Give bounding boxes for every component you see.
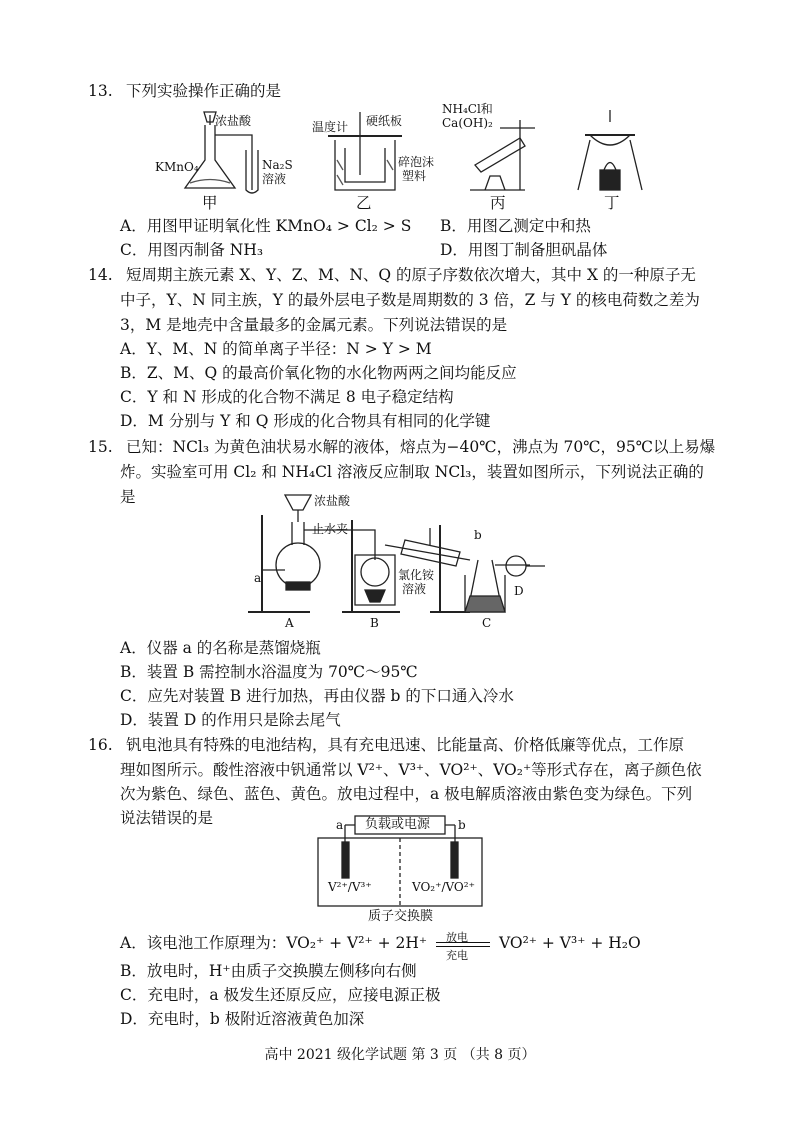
fig-name-yi: 乙 (356, 194, 372, 212)
page-footer: 高中 2021 级化学试题 第 3 页 （共 8 页） (264, 1047, 536, 1063)
q13-option-a: A．用图甲证明氧化性 KMnO₄ > Cl₂ > S (120, 217, 412, 235)
q15-option-a: A．仪器 a 的名称是蒸馏烧瓶 (120, 639, 321, 657)
label-na2s-solution: 溶液 (262, 172, 287, 186)
label-left-couple: V²⁺/V³⁺ (328, 880, 372, 894)
label-15-A: A (285, 616, 294, 630)
label-hcl: 浓盐酸 (215, 114, 252, 128)
label-15-b: b (474, 528, 482, 542)
q15-stem-2: 炸。实验室可用 Cl₂ 和 NH₄Cl 溶液反应制取 NCl₃，装置如图所示，下列说法正确的 (120, 463, 704, 481)
q14-option-b: B．Z、M、Q 的最高价氧化物的水化物两两之间均能反应 (120, 364, 517, 382)
q13-option-b: B．用图乙测定中和热 (440, 217, 591, 235)
label-15-clamp: 止水夹 (312, 522, 349, 536)
q16-option-b: B．放电时，H⁺由质子交换膜左侧移向右侧 (120, 962, 417, 980)
cell-box (318, 838, 482, 906)
q16-stem-3: 次为紫色、绿色、蓝色、黄色。放电过程中，a 极电解质溶液由紫色变为绿色。下列 (120, 785, 693, 803)
apparatus-d (495, 556, 545, 576)
equilibrium-arrow (432, 931, 494, 962)
q15-option-d: D．装置 D 的作用只是除去尾气 (120, 711, 341, 729)
fig-bing (470, 120, 535, 190)
q14-option-c: C．Y 和 N 形成的化合物不满足 8 电子稳定结构 (120, 388, 454, 406)
label-load: 负载或电源 (365, 817, 431, 832)
fig-name-jia: 甲 (202, 194, 218, 212)
q15-stem-1: 15. 已知：NCl₃ 为黄色油状易水解的液体，熔点为−40℃，沸点为 70℃，95℃以上易爆 (88, 438, 716, 456)
label-nh4cl: NH₄Cl和 (442, 102, 493, 116)
q16-stem-4: 说法错误的是 (120, 809, 214, 827)
q13-option-d: D．用图丁制备胆矾晶体 (440, 241, 608, 259)
q15-stem-3: 是 (120, 488, 136, 506)
label-membrane: 质子交换膜 (368, 909, 434, 924)
label-cardboard: 硬纸板 (366, 114, 403, 128)
arrow-discharge-label: 放电 (446, 931, 468, 944)
label-foam: 碎泡沫 (398, 155, 435, 169)
q14-stem-3: 3，M 是地壳中含量最多的金属元素。下列说法错误的是 (120, 316, 508, 334)
q14-option-d: D．M 分别与 Y 和 Q 形成的化合物具有相同的化学键 (120, 412, 491, 430)
label-16-b: b (458, 818, 466, 832)
q16-stem-1: 16. 钒电池具有特殊的电池结构，具有充电迅速、比能量高、价格低廉等优点，工作原 (88, 736, 685, 754)
q13-stem: 13. 下列实验操作正确的是 (88, 82, 282, 100)
label-caoh2: Ca(OH)₂ (442, 116, 493, 130)
label-15-nh4cl: 氯化铵 (398, 568, 435, 582)
apparatus-b (342, 520, 400, 612)
label-15-B: B (370, 616, 379, 630)
q14-option-a: A．Y、M、N 的简单离子半径：N > Y > M (120, 340, 432, 358)
apparatus-a (248, 495, 375, 612)
label-kmno4: KMnO₄ (155, 160, 199, 174)
label-15-C: C (482, 616, 492, 630)
fig-name-bing: 丙 (490, 194, 506, 212)
label-16-a: a (336, 818, 344, 832)
q14-stem-1: 14. 短周期主族元素 X、Y、Z、M、N、Q 的原子序数依次增大，其中 X 的一种原子无 (88, 266, 696, 284)
q15-option-b: B．装置 B 需控制水浴温度为 70℃～95℃ (120, 663, 418, 681)
q14-stem-2: 中子，Y、N 同主族，Y 的最外层电子数是周期数的 3 倍，Z 与 Y 的核电荷数之差为 (120, 291, 700, 309)
label-15-hcl: 浓盐酸 (314, 494, 351, 508)
label-na2s: Na₂S (262, 158, 293, 172)
electrode-a (342, 842, 349, 878)
label-thermometer: 温度计 (312, 120, 349, 134)
label-plastic: 塑料 (402, 169, 427, 183)
fig-ding (578, 110, 642, 190)
q16-option-a: A．该电池工作原理为：VO₂⁺ + V²⁺ + 2H⁺ 放电 充电 VO²⁺ + V³⁺ + H₂O (120, 932, 641, 954)
label-15-a: a (254, 571, 262, 585)
electrode-b (451, 842, 458, 878)
q13-option-c: C．用图丙制备 NH₃ (120, 241, 264, 259)
arrow-charge-label: 充电 (446, 949, 468, 962)
q15-option-c: C．应先对装置 B 进行加热，再由仪器 b 的下口通入冷水 (120, 687, 514, 705)
apparatus-c (465, 560, 505, 612)
fig-name-ding: 丁 (604, 194, 620, 212)
q16-option-c: C．充电时，a 极发生还原反应，应接电源正极 (120, 986, 441, 1004)
label-right-couple: VO₂⁺/VO²⁺ (412, 880, 475, 894)
q16-option-d: D．充电时，b 极附近溶液黄色加深 (120, 1010, 365, 1028)
q16-stem-2: 理如图所示。酸性溶液中钒通常以 V²⁺、V³⁺、VO²⁺、VO₂⁺等形式存在，离子颜色依 (120, 761, 702, 779)
label-15-D: D (514, 584, 524, 598)
label-15-solution: 溶液 (402, 582, 427, 596)
